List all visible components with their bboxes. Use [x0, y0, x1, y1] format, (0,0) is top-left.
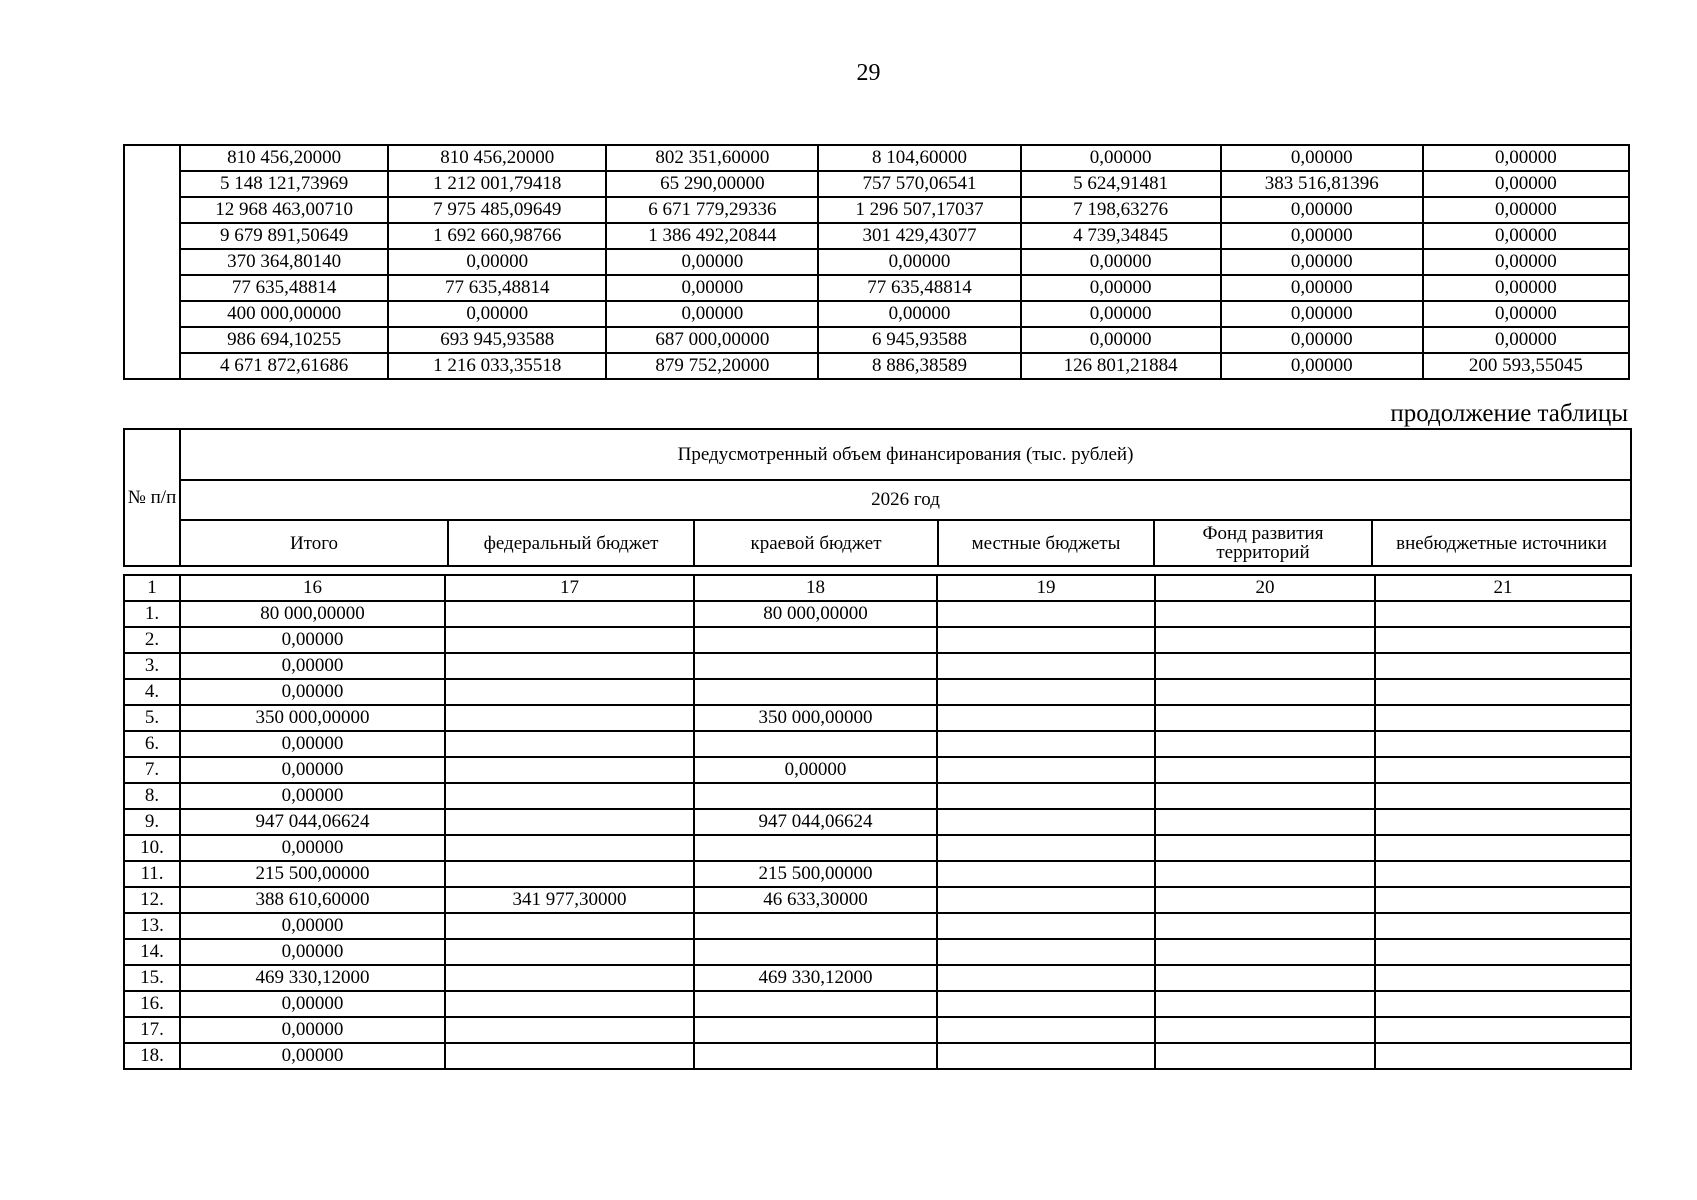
row-number-cell: 10. [124, 835, 180, 861]
row-number-cell: 12. [124, 887, 180, 913]
table-cell [445, 679, 694, 705]
table-cell [694, 679, 937, 705]
table-cell [694, 939, 937, 965]
table-cell: 341 977,30000 [445, 887, 694, 913]
table-cell: 0,00000 [180, 913, 445, 939]
table-cell: 0,00000 [1423, 301, 1629, 327]
table-cell: 126 801,21884 [1021, 353, 1221, 379]
table-cell: 4 739,34845 [1021, 223, 1221, 249]
table-cell [445, 731, 694, 757]
table-cell [1375, 783, 1631, 809]
table-cell: 0,00000 [180, 1017, 445, 1043]
row-number-cell: 2. [124, 627, 180, 653]
column-header-extrabudgetary: внебюджетные источники [1372, 520, 1631, 566]
table-cell: 0,00000 [694, 757, 937, 783]
table-cell [1375, 861, 1631, 887]
table-cell: 0,00000 [180, 939, 445, 965]
row-number-cell: 9. [124, 809, 180, 835]
table-cell: 80 000,00000 [180, 601, 445, 627]
row-number-cell: 8. [124, 783, 180, 809]
column-header-territory-fund: Фонд развития территорий [1154, 520, 1372, 566]
table-cell [1375, 887, 1631, 913]
table-cell: 12 968 463,00710 [180, 197, 388, 223]
table-cell [1375, 835, 1631, 861]
table-row [124, 913, 1631, 939]
table-cell [1155, 705, 1375, 731]
table-cell: 0,00000 [1021, 249, 1221, 275]
previous-table-body [124, 145, 1629, 379]
funding-table-rows [124, 575, 1631, 1069]
table-cell [937, 887, 1155, 913]
table-row [124, 757, 1631, 783]
table-cell [694, 731, 937, 757]
table-cell: 301 429,43077 [818, 223, 1020, 249]
table-cell: 0,00000 [180, 835, 445, 861]
page-number: 29 [856, 60, 881, 86]
table-cell: 6 945,93588 [818, 327, 1020, 353]
row-number-cell: 13. [124, 913, 180, 939]
table-cell [694, 653, 937, 679]
table-cell [1375, 757, 1631, 783]
column-number-cell: 18 [694, 575, 937, 601]
table-cell [445, 809, 694, 835]
table-cell [694, 913, 937, 939]
table-row [124, 653, 1631, 679]
table-cell: 400 000,00000 [180, 301, 388, 327]
table-cell [445, 601, 694, 627]
table-cell: 7 198,63276 [1021, 197, 1221, 223]
previous-table-row [124, 145, 1629, 171]
table-cell: 9 679 891,50649 [180, 223, 388, 249]
table-cell [937, 835, 1155, 861]
table-cell: 8 886,38589 [818, 353, 1020, 379]
table-cell: 65 290,00000 [606, 171, 818, 197]
row-number-cell: 3. [124, 653, 180, 679]
previous-table-row [124, 353, 1629, 379]
table-cell [937, 653, 1155, 679]
table-cell [445, 1043, 694, 1069]
table-cell: 388 610,60000 [180, 887, 445, 913]
table-cell: 0,00000 [388, 249, 606, 275]
table-row [124, 627, 1631, 653]
table-cell: 350 000,00000 [180, 705, 445, 731]
previous-table-row [124, 197, 1629, 223]
table-cell [1155, 887, 1375, 913]
table-cell [1155, 783, 1375, 809]
table-cell: 0,00000 [1423, 197, 1629, 223]
table-row [124, 835, 1631, 861]
table-cell [937, 757, 1155, 783]
table-cell: 469 330,12000 [180, 965, 445, 991]
table-row [124, 1017, 1631, 1043]
table-cell [1155, 835, 1375, 861]
table-cell: 0,00000 [1221, 249, 1423, 275]
table-cell: 693 945,93588 [388, 327, 606, 353]
table-cell: 1 216 033,35518 [388, 353, 606, 379]
table-cell: 5 624,91481 [1021, 171, 1221, 197]
table-cell: 1 386 492,20844 [606, 223, 818, 249]
table-cell [1375, 679, 1631, 705]
table-cell [1375, 601, 1631, 627]
table-cell: 879 752,20000 [606, 353, 818, 379]
table-cell [937, 861, 1155, 887]
table-cell: 810 456,20000 [180, 145, 388, 171]
table-cell [694, 783, 937, 809]
column-number-cell: 16 [180, 575, 445, 601]
table-row [124, 1043, 1631, 1069]
table-cell [1375, 627, 1631, 653]
table-cell [1155, 991, 1375, 1017]
table-cell: 6 671 779,29336 [606, 197, 818, 223]
table-cell [694, 1043, 937, 1069]
table-cell [1375, 965, 1631, 991]
table-cell: 8 104,60000 [818, 145, 1020, 171]
table-cell [1155, 809, 1375, 835]
table-cell: 370 364,80140 [180, 249, 388, 275]
previous-table-row [124, 301, 1629, 327]
table-cell [1375, 731, 1631, 757]
table-cell [445, 939, 694, 965]
table-cell: 0,00000 [1021, 145, 1221, 171]
table-cell [694, 1017, 937, 1043]
table-cell [1155, 653, 1375, 679]
row-number-cell: 17. [124, 1017, 180, 1043]
table-cell [445, 1017, 694, 1043]
table-cell [1155, 601, 1375, 627]
previous-table-row [124, 327, 1629, 353]
column-header-total: Итого [180, 520, 448, 566]
table-cell [694, 835, 937, 861]
table-cell: 0,00000 [180, 1043, 445, 1069]
table-cell [1155, 965, 1375, 991]
table-cell [445, 653, 694, 679]
table-cell: 0,00000 [1423, 223, 1629, 249]
table-cell: 0,00000 [1221, 301, 1423, 327]
table-cell [445, 705, 694, 731]
table-cell [1155, 1017, 1375, 1043]
row-number-cell: 1. [124, 601, 180, 627]
table-cell [937, 939, 1155, 965]
table-cell: 0,00000 [1221, 353, 1423, 379]
table-cell: 0,00000 [818, 301, 1020, 327]
row-number-cell: 11. [124, 861, 180, 887]
table-cell [694, 627, 937, 653]
previous-table-row [124, 223, 1629, 249]
table-cell: 0,00000 [1221, 197, 1423, 223]
row-number-cell: 7. [124, 757, 180, 783]
table-cell: 0,00000 [1221, 223, 1423, 249]
table-row [124, 705, 1631, 731]
table-cell: 0,00000 [1221, 327, 1423, 353]
funding-table-body [123, 574, 1632, 1070]
table-cell: 215 500,00000 [180, 861, 445, 887]
column-number-cell: 1 [124, 575, 180, 601]
table-row [124, 731, 1631, 757]
table-cell: 0,00000 [1423, 249, 1629, 275]
table-cell: 0,00000 [1423, 145, 1629, 171]
table-cell [937, 1043, 1155, 1069]
table-cell [445, 783, 694, 809]
table-cell [1375, 1017, 1631, 1043]
table-cell: 947 044,06624 [694, 809, 937, 835]
row-number-cell: 15. [124, 965, 180, 991]
previous-table-row [124, 171, 1629, 197]
table-cell [1375, 991, 1631, 1017]
table-cell: 687 000,00000 [606, 327, 818, 353]
year-header: 2026 год [180, 480, 1631, 520]
row-number-cell: 5. [124, 705, 180, 731]
table-cell [1155, 627, 1375, 653]
table-cell: 383 516,81396 [1221, 171, 1423, 197]
table-cell: 469 330,12000 [694, 965, 937, 991]
row-number-cell: 16. [124, 991, 180, 1017]
table-cell: 0,00000 [1021, 275, 1221, 301]
table-cell: 5 148 121,73969 [180, 171, 388, 197]
table-cell [445, 757, 694, 783]
table-cell: 1 212 001,79418 [388, 171, 606, 197]
table-cell [937, 601, 1155, 627]
column-header-federal-budget: федеральный бюджет [448, 520, 694, 566]
table-cell [937, 627, 1155, 653]
table-cell: 77 635,48814 [388, 275, 606, 301]
previous-table-row [124, 249, 1629, 275]
table-cell [1155, 913, 1375, 939]
column-number-cell: 19 [937, 575, 1155, 601]
table-cell [1375, 809, 1631, 835]
table-cell [445, 965, 694, 991]
column-number-row [124, 575, 1631, 601]
table-cell [1155, 757, 1375, 783]
table-cell [937, 705, 1155, 731]
table-cell: 0,00000 [180, 991, 445, 1017]
table-cell: 0,00000 [606, 301, 818, 327]
table-cell [445, 991, 694, 1017]
table-cell [1155, 731, 1375, 757]
row-number-cell: 14. [124, 939, 180, 965]
table-cell: 0,00000 [180, 653, 445, 679]
table-cell [1375, 939, 1631, 965]
table-row [124, 601, 1631, 627]
table-cell: 0,00000 [1221, 145, 1423, 171]
table-row [124, 991, 1631, 1017]
table-cell [1155, 1043, 1375, 1069]
funding-table-header [123, 428, 1632, 567]
column-header-regional-budget: краевой бюджет [694, 520, 938, 566]
table-cell: 0,00000 [180, 757, 445, 783]
table-cell [937, 783, 1155, 809]
table-cell: 802 351,60000 [606, 145, 818, 171]
table-cell [445, 861, 694, 887]
table-cell [937, 965, 1155, 991]
table-cell [937, 991, 1155, 1017]
table-cell: 0,00000 [180, 783, 445, 809]
table-cell: 0,00000 [180, 627, 445, 653]
column-number-cell: 21 [1375, 575, 1631, 601]
row-number-header: № п/п [124, 429, 180, 566]
table-cell: 0,00000 [1021, 301, 1221, 327]
table-cell [445, 835, 694, 861]
table-cell [1375, 913, 1631, 939]
table-cell [1375, 653, 1631, 679]
table-cell: 215 500,00000 [694, 861, 937, 887]
table-cell: 4 671 872,61686 [180, 353, 388, 379]
table-cell [445, 913, 694, 939]
table-cell: 350 000,00000 [694, 705, 937, 731]
table-cell [1155, 679, 1375, 705]
table-cell [694, 991, 937, 1017]
row-number-cell: 4. [124, 679, 180, 705]
table-cell: 7 975 485,09649 [388, 197, 606, 223]
table-cell: 986 694,10255 [180, 327, 388, 353]
table-cell: 0,00000 [180, 679, 445, 705]
previous-table-fragment [123, 144, 1630, 380]
table-cell: 0,00000 [180, 731, 445, 757]
table-cell: 0,00000 [1423, 171, 1629, 197]
table-cell: 200 593,55045 [1423, 353, 1629, 379]
column-number-cell: 17 [445, 575, 694, 601]
table-row [124, 809, 1631, 835]
table-cell [937, 731, 1155, 757]
table-cell: 1 296 507,17037 [818, 197, 1020, 223]
table-cell: 77 635,48814 [180, 275, 388, 301]
table-cell: 757 570,06541 [818, 171, 1020, 197]
table-row [124, 679, 1631, 705]
table-row [124, 887, 1631, 913]
table-cell [937, 809, 1155, 835]
table-cell [445, 627, 694, 653]
table-cell: 77 635,48814 [818, 275, 1020, 301]
table-row [124, 783, 1631, 809]
table-row [124, 939, 1631, 965]
table-cell [937, 1017, 1155, 1043]
row-number-cell: 6. [124, 731, 180, 757]
funding-volume-header: Предусмотренный объем финансирования (тыс. рублей) [180, 429, 1631, 480]
table-cell [937, 679, 1155, 705]
column-number-cell: 20 [1155, 575, 1375, 601]
table-row [124, 861, 1631, 887]
table-cell [1375, 1043, 1631, 1069]
table-cell: 0,00000 [606, 275, 818, 301]
table-cell: 80 000,00000 [694, 601, 937, 627]
table-cell [937, 913, 1155, 939]
table-cell: 1 692 660,98766 [388, 223, 606, 249]
table-cell: 0,00000 [1221, 275, 1423, 301]
table-cell: 0,00000 [606, 249, 818, 275]
table-cell: 0,00000 [1423, 327, 1629, 353]
continuation-label: продолжение таблицы [1390, 400, 1628, 427]
table-cell: 0,00000 [1423, 275, 1629, 301]
table-cell: 0,00000 [818, 249, 1020, 275]
table-cell [1155, 861, 1375, 887]
table-cell: 46 633,30000 [694, 887, 937, 913]
table-cell: 0,00000 [388, 301, 606, 327]
table-cell: 810 456,20000 [388, 145, 606, 171]
row-number-cell: 18. [124, 1043, 180, 1069]
table-cell [1375, 705, 1631, 731]
table-cell: 0,00000 [1021, 327, 1221, 353]
column-header-local-budgets: местные бюджеты [938, 520, 1154, 566]
empty-number-cell [124, 145, 180, 379]
table-cell: 947 044,06624 [180, 809, 445, 835]
table-cell [1155, 939, 1375, 965]
previous-table-row [124, 275, 1629, 301]
table-row [124, 965, 1631, 991]
